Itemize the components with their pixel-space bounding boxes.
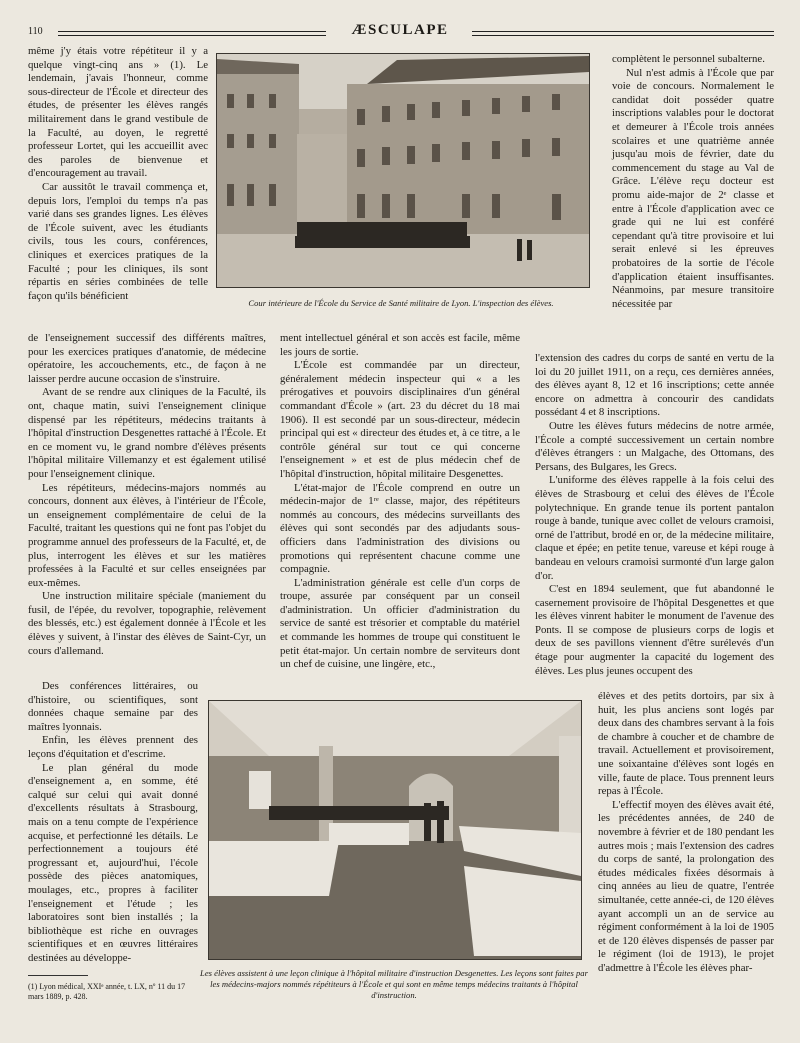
footnote: (1) Lyon médical, XXIᵉ année, t. LX, nº 11 du 17 mars 1889, p. 428. [28,982,186,1002]
paragraph: Des conférences littéraires, ou d'histoire, ou scientifiques, sont données chaque semaine par des maîtres lyonnais. [28,680,198,733]
paragraph: Avant de se rendre aux cliniques de la Faculté, ils ont, chaque matin, suivi l'enseignement clinique dispensé par les répétiteurs, médecins traitants à l'hôpital d'instruction Desgenettes rattaché à l'École. Et en ce moment vu, le grand nombre d'élèves présents l'hôpital militaire Villemanzy et est également utilisé pour l'enseignement clinique. [28,386,266,480]
header-rule-left [58,31,326,36]
paragraph: C'est en 1894 seulement, que fut abandonné le casernement provisoire de l'hôpital Desgenettes et que les élèves vinrent habiter le monument de l'avenue des Ponts. Il se compose de plusieurs corps de logis et deux de ses pavillons viennent d'être surélevés d'un étage pour augmenter la capacité du logement des élèves. Les plus jeunes occupent des [535,583,774,677]
column1-bottom-text [28,680,198,965]
paragraph: L'uniforme des élèves rappelle à la fois celui des élèves de Strasbourg et celui des élèves de l'École polytechnique. En grande tenue ils portent pantalon rouge à bande, tunique avec collet de velours cramoisi, orné de l'attribut, brodé en or, de la médecine militaire, claque et épée; en petite tenue, vareuse et képi rouge à bandeau en velours cramoisi surmonté d'un large galon d'or. [535,474,774,582]
courtyard-illustration [217,54,589,287]
paragraph: de l'enseignement successif des différents maîtres, pour les exercices pratiques d'anatomie, de médecine opératoire, les accouchements, etc., de façon à ne laisser perdre aucune occasion de s'instruire. [28,332,266,385]
paragraph: l'extension des cadres du corps de santé en vertu de la loi du 20 juillet 1911, on a reçu, ces dernières années, des élèves ayant 8, 12 et 16 inscriptions; cette année encore on admettra à concourir des candidats possédant 4 et 8 inscriptions. [535,352,774,419]
courtyard-photo [216,53,590,288]
clinical-lesson-photo [208,700,582,960]
paragraph: Car aussitôt le travail commença et, depuis lors, l'emploi du temps n'a pas varié dans ses grandes lignes. Les élèves de l'École suivent, avec les étudiants civils, tous les cours, conférences, cliniques et exercices pratiques de la Faculté ; pour les cliniques, ils sont répartis en séries combinées de telle façon qu'ils bénéficient [28,180,208,302]
paragraph: L'administration générale est celle d'un corps de troupe, assurée par conséquent par un conseil d'administration. Un officier d'administration du service de santé est trésorier et comptable du matériel et commande les hommes de troupe qui constituent le petit état-major. Un certain nombre de serviteurs dont un chef de cuisine, une lingère, etc., [280,576,520,671]
paragraph: Nul n'est admis à l'École que par voie de concours. Normalement le candidat doit posséder quatre inscriptions valables pour le doctorat et demeurer à l'École trois années scolaires et une quatrième année jusqu'au mois de février, date du commencement du stage au Val de Grâce. L'élève reçu docteur est promu aide-major de 2ᵉ classe et entre à l'École d'application avec ce grade qui ne lui est conféré cependant qu'à titre provisoire et lui serait enlevé si les épreuves probatoires de la sortie de l'école d'application étaient insuffisantes. Néanmoins, par mesure transitoire nécessitée par [612,66,774,310]
paragraph: L'état-major de l'École comprend en outre un médecin-major de 1ʳᵉ classe, major, des répétiteurs nommés au concours, des médecins surveillants des élèves qui sont secondés par des adjudants sous-officiers dans l'administration des divisions ou promotions qui représentent chacune comme une compagnie. [280,481,520,576]
column2-text [280,332,520,672]
column3-middle-text [535,352,774,678]
column3-top-text [612,53,774,311]
paragraph: Le plan général du mode d'enseignement a, en somme, été calqué sur celui qui avait donné d'excellents résultats à Strasbourg, mais on a tenu compte de l'expérience acquise, et perfectionné les détails. Le perfectionnement a toujours été progressant et, aujourd'hui, l'école possède des pièces anatomiques, moulages, etc., propres à faciliter l'enseignement et l'étude ; les laboratoires sont bien installés ; la bibliothèque est riche en ouvrages scientifiques et en œuvres littéraires destinées au développe- [28,761,198,964]
hospital-ward-illustration [209,701,581,959]
paragraph: Enfin, les élèves prennent des leçons d'équitation et d'escrime. [28,734,198,760]
paragraph: L'École est commandée par un directeur, généralement médecin inspecteur qui « a les prérogatives et pouvoirs disciplinaires d'un général commandant d'École » (art. 23 du décret du 18 mai 1906). Il est secondé par un sous-directeur, médecin principal qui est « directeur des études et, à ce titre, a le contrôle général sur tout ce qui concerne l'enseignement » et est de plus médecin chef de l'hôpital d'instruction, hôpital militaire Desgenettes. [280,359,520,480]
paragraph: ment intellectuel général et son accès est facile, même les jours de sortie. [280,332,520,358]
column1-middle-text [28,332,266,658]
paragraph: L'effectif moyen des élèves avait été, les précédentes années, de 240 de novembre à février et de 180 pendant les autres mois ; mais l'extension des cadres du corps de santé, la prolongation des études médicales fixées désormais à cinq années au lieu de quatre, l'entrée simultanée, cette année-ci, de 120 élèves ayant accompli un an de service au régiment conformément à la loi de 1905 et de 120 élèves dispensés de passer par le régiment (loi de 1913), le projet d'admettre à l'École les élèves phar- [598,798,774,974]
page-number: 110 [28,26,43,37]
column3-bottom-text [598,690,774,975]
paragraph: Une instruction militaire spéciale (maniement du fusil, de l'épée, du revolver, topographie, relèvement des blessés, etc.) est également donnée à l'École et les élèves y suivent, à l'instar des élèves de Saint-Cyr, un cours d'allemand. [28,590,266,657]
header-rule-right [472,31,774,36]
journal-title: ÆSCULAPE [351,22,449,38]
column1-top-text [28,45,208,303]
paragraph: Outre les élèves futurs médecins de notre armée, l'École a compté successivement un certain nombre d'élèves étrangers : un Malgache, des Ottomans, des Persans, des Bulgares, les Grecs. [535,419,774,473]
clinical-lesson-photo-caption: Les élèves assistent à une leçon clinique à l'hôpital militaire d'instruction Desgenettes. Les leçons sont faites par les médecins-majors nommés répétiteurs à l'École et qui sont en même temps médecins traitants à l'hôpital d'instruction. [200,968,588,1000]
paragraph: élèves et des petits dortoirs, par six à huit, les plus anciens sont logés par deux dans des chambres servant à la fois de chambre à coucher et de chambre de travail. Actuellement et provisoirement, une soixantaine d'élèves sont logés en ville, faute de place. Tous prennent leurs repas à l'École. [598,690,774,798]
paragraph: même j'y étais votre répétiteur il y a quelque vingt-cinq ans » (1). Le lendemain, j'avais l'honneur, comme sous-directeur de l'École et directeur des études, de présenter les élèves rangés militairement dans le grand vestibule de la Faculté, au doyen, le regretté professeur Lortet, qui les accueillit avec des paroles de bienvenue et d'encouragement au travail. [28,45,208,180]
courtyard-photo-caption: Cour intérieure de l'École du Service de Santé militaire de Lyon. L'inspection des élèves. [248,298,554,308]
paragraph: Les répétiteurs, médecins-majors nommés au concours, donnent aux élèves, à l'intérieur de l'École, un enseignement complémentaire de celui de la Faculté, traitant les questions qui ne font pas l'objet du programme annuel des professeurs de la Faculté, et, de plus, interrogent les élèves et sur les matières professées à la Faculté et sur celles enseignées par eux-mêmes. [28,481,266,589]
paragraph: complètent le personnel subalterne. [612,53,765,65]
footnote-rule [28,975,88,976]
